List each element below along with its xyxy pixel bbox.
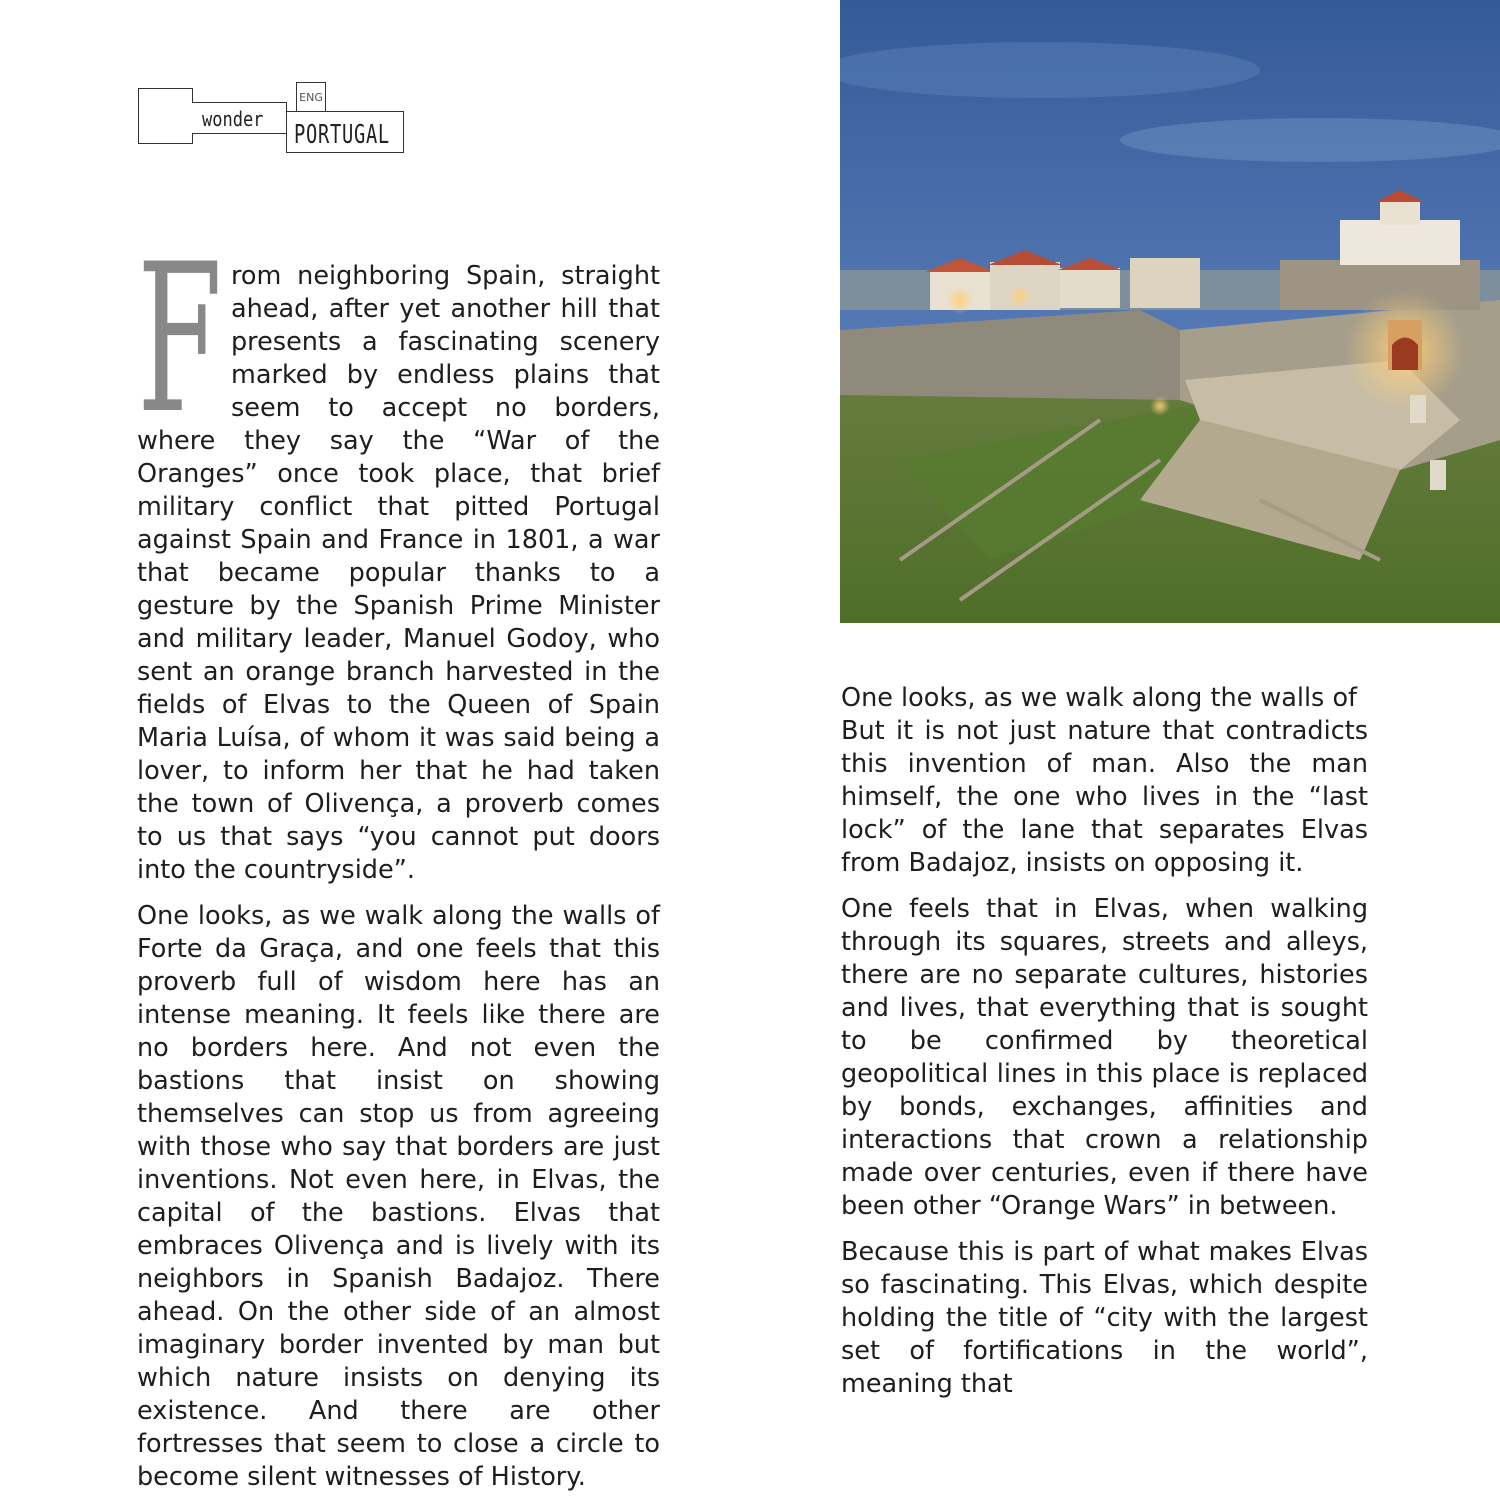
right-text-column xyxy=(841,682,1368,1414)
article-paragraph xyxy=(137,221,660,887)
logo-wonder-box xyxy=(192,102,287,134)
intro-text: rom neighboring Spain, straight ahead, after yet another hill that presents a fascinating scenery marked by endless plains that seem to accept no borders, where they say the “War of the Oranges” once took place, that brief military conflict that pitted Portugal against Spain and France in 1801, a war that became popular thanks to a gesture by the Spanish Prime Minister and military leader, Manuel Godoy, who sent an orange branch harvested in the fields of Elvas to the Queen of Spain Maria Luísa, of whom it was said being a lover, to inform her that he had taken the town of Olivença, a proverb comes to us that says “you cannot put doors into the countryside”. xyxy=(137,261,660,885)
magazine-logo xyxy=(138,82,408,156)
logo-portugal-text: PORTUGAL xyxy=(294,120,390,150)
logo-wonder-text: wonder xyxy=(202,107,264,131)
fort-graca-illustration xyxy=(840,0,1500,623)
left-text-column xyxy=(137,221,660,1507)
article-paragraph: One feels that in Elvas, when walking through its squares, streets and alleys, there are no separate cultures, histories and lives, that everything that is sought to be confirmed by theoretical geopolitical lines in this place is replaced by bonds, exchanges, affinities and interactions that crown a relationship made over centuries, even if there have been other “Orange Wars” in between. xyxy=(841,894,1368,1221)
logo-language-badge: ENG xyxy=(296,82,326,112)
logo-portugal-box xyxy=(286,111,404,153)
drop-cap: F xyxy=(137,221,223,459)
truncated-line: One looks, as we walk along the walls of xyxy=(841,683,1358,713)
article-paragraph: One looks, as we walk along the walls of Forte da Graça, and one feels that this proverb full of wisdom here has an intense meaning. It feels like there are no borders here. And not even the bastions that insist on showing themselves can stop us from agreeing with those who say that borders are just inventions. Not even here, in Elvas, the capital of the bastions. Elvas that embraces Olivença and is lively with its neighbors in Spanish Badajoz. There ahead. On the other side of an almost imaginary border invented by man but which nature insists on denying its existence. And there are other fortresses that seem to close a circle to become silent witnesses of History. xyxy=(137,901,660,1492)
fortress-photo xyxy=(840,0,1500,623)
article-paragraph: Because this is part of what makes Elvas so fascinating. This Elvas, which despite holding the title of “city with the largest set of fortifications in the world”, meaning that xyxy=(841,1237,1368,1399)
article-paragraph: But it is not just nature that contradicts this invention of man. Also the man himself, the one who lives in the “last lock” of the lane that separates Elvas from Badajoz, insists on opposing it. xyxy=(841,716,1368,878)
logo-square xyxy=(138,88,193,144)
